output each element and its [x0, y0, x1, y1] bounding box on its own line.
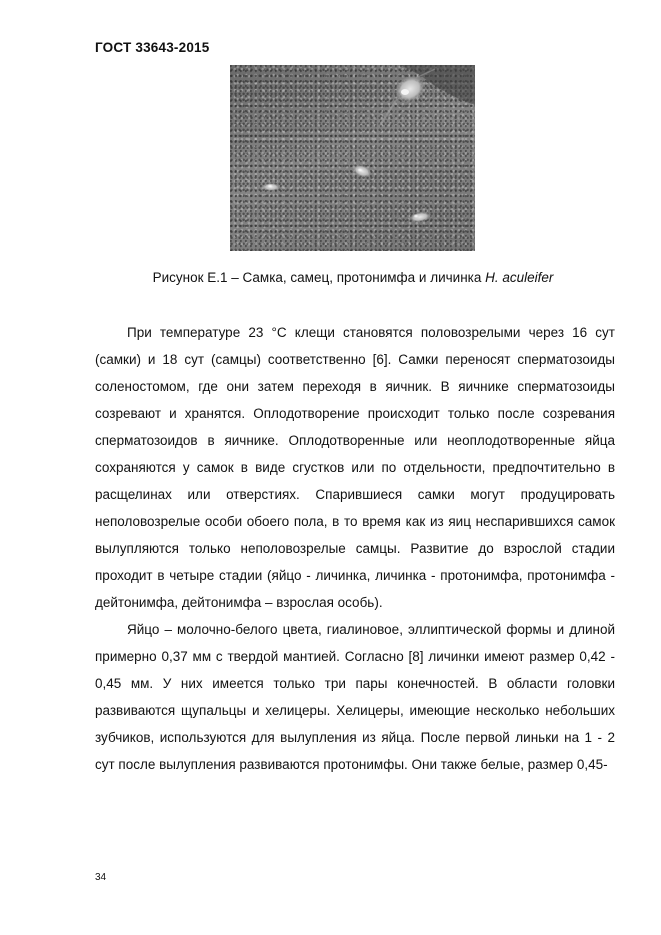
figure-caption — [60, 270, 646, 285]
caption-species: H. aculeifer — [485, 270, 554, 285]
document-header: ГОСТ 33643-2015 — [95, 40, 210, 55]
paragraph: При температуре 23 °С клещи становятся половозрелыми через 16 сут (самки) и 18 сут (самцы) соответственно [6]. Самки переносят сперматозоиды соленостомом, где они затем переходя в яичник. В яичнике сперматозоиды созревают и хранятся. Оплодотворение происходит только после созревания сперматозоидов в яичнике. Оплодотворенные или неоплодотворенные яйца сохраняются у самок в виде сгустков или по отдельности, предпочтительно в расщелинах или отверстиях. Спарившиеся самки могут продуцировать неполовозрелые особи обоего пола, в то время как из яиц неспарившихся самок вылупляются только неполовозрелые самцы. Развитие до взрослой стадии проходит в четыре стадии (яйцо - личинка, личинка - протонимфа, протонимфа - дейтонимфа, дейтонимфа – взрослая особь). — [95, 325, 615, 610]
figure-photo — [230, 65, 475, 251]
paragraph: Яйцо – молочно-белого цвета, гиалиновое, эллиптической формы и длиной примерно 0,37 мм с твердой мантией. Согласно [8] личинки имеют размер 0,42 - 0,45 мм. У них имеется только три пары конечностей. В области головки развиваются щупальцы и хелицеры. Хелицеры, имеющие несколько небольших зубчиков, используются для вылупления из яйца. После первой линьки на 1 - 2 сут после вылупления развиваются протонимфы. Они также белые, размер 0,45- — [95, 622, 615, 772]
caption-text: Рисунок Е.1 – Самка, самец, протонимфа и личинка — [152, 270, 486, 285]
protonymph-mite — [262, 183, 280, 191]
body-text — [95, 319, 615, 778]
mites-photo-image — [230, 65, 475, 251]
page-number: 34 — [95, 872, 107, 883]
male-mite — [351, 162, 374, 180]
larva-mite — [408, 210, 431, 224]
